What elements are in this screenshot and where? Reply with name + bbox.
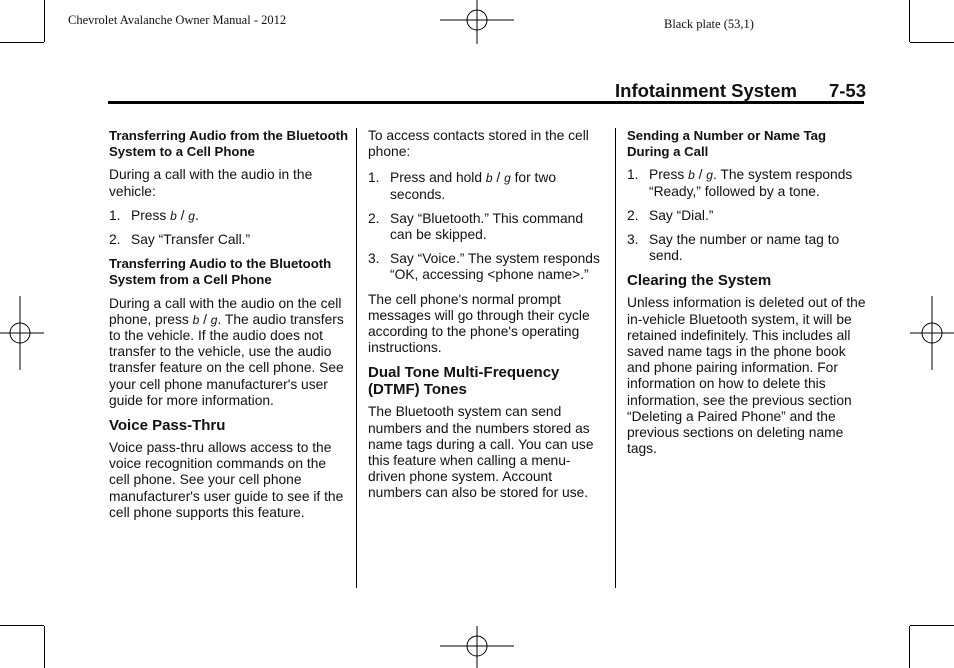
paragraph: The cell phone's normal prompt messages will go through their cycle according to the phone's operating instructions. [368, 291, 590, 356]
list-item: 1. Press b / g. [109, 207, 199, 223]
talk-icon: b [688, 168, 695, 183]
heading-voice-pass-thru: Voice Pass-Thru [109, 417, 226, 435]
heading-clearing-system: Clearing the System [627, 272, 772, 290]
phone-icon: g [188, 208, 195, 223]
list-item: 3. Say “Voice.” The system responds “OK, accessing <phone name>.” [368, 251, 600, 283]
column-divider [615, 128, 616, 588]
subheading-transfer-to-phone: Transferring Audio from the Bluetooth System to a Cell Phone [109, 128, 349, 159]
list-item: 2. Say “Dial.” [627, 207, 714, 223]
heading-dtmf-tones: Dual Tone Multi-Frequency (DTMF) Tones [368, 364, 560, 399]
talk-icon: b [170, 208, 177, 223]
list-item: 1. Press and hold b / g for two seconds. [368, 170, 556, 202]
list-item: 2. Say “Transfer Call.” [109, 232, 251, 248]
registration-mark-left [0, 296, 44, 370]
paragraph: To access contacts stored in the cell phone: [368, 128, 589, 160]
manual-title: Chevrolet Avalanche Owner Manual - 2012 [68, 13, 287, 27]
page-number: 7-53 [828, 80, 866, 101]
section-header [615, 80, 866, 102]
column-3 [627, 128, 867, 465]
paragraph: During a call with the audio in the vehicle: [109, 167, 313, 199]
plate-label: Black plate (53,1) [664, 17, 754, 31]
phone-icon: g [504, 171, 511, 186]
list-item: 3. Say the number or name tag to send. [627, 232, 840, 264]
column-divider [356, 128, 357, 588]
column-2 [368, 128, 608, 510]
phone-icon: g [706, 168, 713, 183]
column-1 [109, 128, 349, 529]
header-rule [108, 101, 864, 104]
registration-mark-bottom [440, 626, 514, 668]
phone-icon: g [210, 312, 218, 327]
registration-mark-top [440, 0, 514, 44]
paragraph: Unless information is deleted out of the in-vehicle Bluetooth system, it will be retained indefinitely. This includes all saved name tags in the phone book and phone pairing information. For information on how to delete this information, see the previous section “Deleting a Paired Phone” and the previous sections on deleting name tags. [627, 295, 866, 457]
paragraph: During a call with the audio on the cell phone, press b / g. The audio transfers to the vehicle. If the audio does not transfer to the vehicle, use the audio transfer feature on the cell phone. See your cell phone manufacturer's user guide for more information. [109, 295, 344, 408]
talk-icon: b [192, 312, 200, 327]
talk-icon: b [485, 171, 493, 186]
list-item: 2. Say “Bluetooth.” This command can be skipped. [368, 210, 583, 243]
registration-mark-right [910, 296, 954, 370]
paragraph: The Bluetooth system can send numbers and the numbers stored as name tags during a call. You can use this feature when calling a menu-driven phone system. Account numbers can also be stored for use. [368, 404, 594, 501]
subheading-sending-number: Sending a Number or Name Tag During a Call [627, 128, 827, 159]
list-item: 1. Press b / g. The system responds “Ready,” followed by a tone. [627, 167, 853, 199]
subheading-transfer-to-bluetooth: Transferring Audio to the Bluetooth System from a Cell Phone [109, 256, 332, 287]
paragraph: Voice pass-thru allows access to the voice recognition commands on the cell phone. See your cell phone manufacturer's user guide to see if the cell phone supports this feature. [109, 440, 344, 520]
section-title: Infotainment System [615, 80, 797, 101]
